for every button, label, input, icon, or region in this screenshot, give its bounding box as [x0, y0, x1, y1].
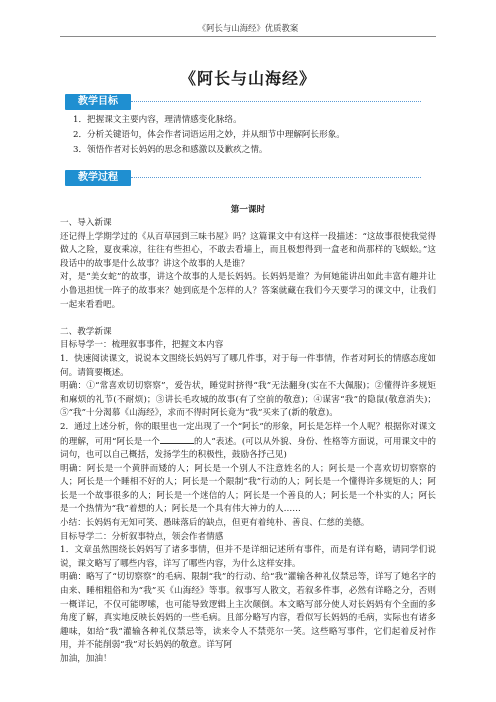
paragraph-with-blank [60, 421, 436, 463]
answer-paragraph: 明确：阿长是一个黄胖而矮的人；阿长是一个别人不注意姓名的人；阿长是一个喜欢切切察察的人；阿长是一个睡相不好的人；阿长是一个限制“我”行动的人；阿长是一个懂得许多规矩的人；阿长是一个故事很多的人；阿长是一个迷信的人；阿长是一个善良的人；阿长是一个朴实的人；阿长是一个热情为“我”着想的人；阿长是一个具有伟大神力的人…… [60, 463, 436, 515]
section-banner-goals [65, 94, 421, 110]
heading-intro: 一、导入新课 [60, 218, 112, 228]
paragraph: 还记得上学期学过的《从百草园到三味书屋》吗？这篇课文中有这样一段描述：“这故事很使我觉得做人之险，夏夜乘凉，往往有些担心，不敢去看墙上，而且极想得到一盒老和尚那样的飞蜈蚣。”这段话中的故事是什么故事？讲这个故事的人是谁？ [60, 231, 436, 269]
heading-new-lesson: 二、教学新课 [60, 326, 112, 337]
objective-heading: 目标导学一：梳理叙事事件，把握文本内容 [60, 340, 224, 351]
banner-dotted-line [131, 101, 421, 102]
paragraph: 对，是“美女蛇”的故事，讲这个故事的人是长妈妈。长妈妈是谁？为何她能讲出如此丰富有趣并让小鲁迅担忧一阵子的故事来？她到底是个怎样的人？答案就藏在我们今天要学习的课文中，让我们一起来看看吧。 [60, 272, 436, 310]
answer-paragraph: 明确：①“常喜欢切切察察”，爱告状，睡觉时挤得“我”无法翻身(实在不大佩服)；②懂得许多规矩和麻烦的礼节(不耐烦)；③讲长毛攻城的故事(有了空前的敬意)；④谋害“我”的隐鼠(敬意消失)；⑤“我”十分渴慕《山海经》，求而不得时阿长竟为“我”买来了(新的敬意)。 [60, 381, 436, 419]
period-heading: 第一课时 [230, 205, 266, 215]
banner-dotted-line [131, 177, 421, 178]
lesson-body [60, 217, 436, 667]
spacer [60, 312, 436, 326]
section-banner-process [65, 170, 421, 186]
header-rule [60, 36, 436, 37]
objective-heading: 目标导学二：分析叙事特点，领会作者情感 [60, 531, 224, 542]
summary-paragraph: 小结：长妈妈有无知可笑、愚昧落后的缺点，但更有着纯朴、善良、仁慈的美德。 [60, 518, 370, 529]
goal-item: 2．分析关键语句，体会作者词语运用之妙，并从细节中理解阿长形象。 [73, 130, 345, 140]
fill-blank [160, 435, 194, 444]
paragraph: 1．文章虽然围绕长妈妈写了诸多事情，但并不是详细记述所有事件，而是有详有略，请同学们说说，课文略写了哪些内容，详写了哪些内容，为什么这样安排。 [60, 545, 436, 569]
section-label-process: 教学过程 [65, 170, 131, 186]
text-fragment: 2．通过上述分析，你的眼里也一定出现了一个“阿长”的形象，阿长是怎样一个人呢？根据你对课文的理解，可用“阿长是一个 [60, 421, 436, 447]
goal-item: 1．把握课文主要内容，理清情感变化脉络。 [73, 115, 242, 125]
document-title: 《阿长与山海经》 [179, 69, 316, 88]
goal-item: 3．领悟作者对长妈妈的思念和感激以及歉疚之情。 [73, 145, 268, 155]
teaching-goals-list [73, 113, 433, 158]
answer-paragraph: 明确：略写了“切切察察”的毛病、限制“我”的行动、给“我”灌输各种礼仪禁忌等，详写了她名字的由来、睡相粗俗和为“我”买《山海经》等事。叙事写人散文，若叙多件事，必然有详略之分，否则一概详记，不仅可能啰嗦，也可能导致逻辑上主次颠倒。本文略写部分使人对长妈妈有个全面的多角度了解，真实地反映长妈妈的一些毛病。且部分略写内容，看似写长妈妈的毛病，实际也有诸多趣味，如给“我”灌输各种礼仪禁忌等，读来令人不禁莞尔一笑。这些略写事件，它们起着反衬作用，并不能削弱“我”对长妈妈的敬意。详写阿 [60, 572, 436, 651]
section-label-goals: 教学目标 [65, 94, 131, 110]
paragraph: 1．快速阅读课文，说说本文围绕长妈妈写了哪几件事，对于每一件事情，作者对阿长的情感态度如何。请简要概述。 [60, 353, 436, 378]
page-header: 《阿长与山海经》优质教案 [197, 23, 299, 33]
text-fragment: 的人”表述。(可以从外貌、身份、性格等方面说，可用课文中的词句，也可以自己概括，发扬学生的积极性，鼓励各抒己见) [60, 436, 436, 461]
footer-note: 加油，加油！ [60, 654, 112, 664]
